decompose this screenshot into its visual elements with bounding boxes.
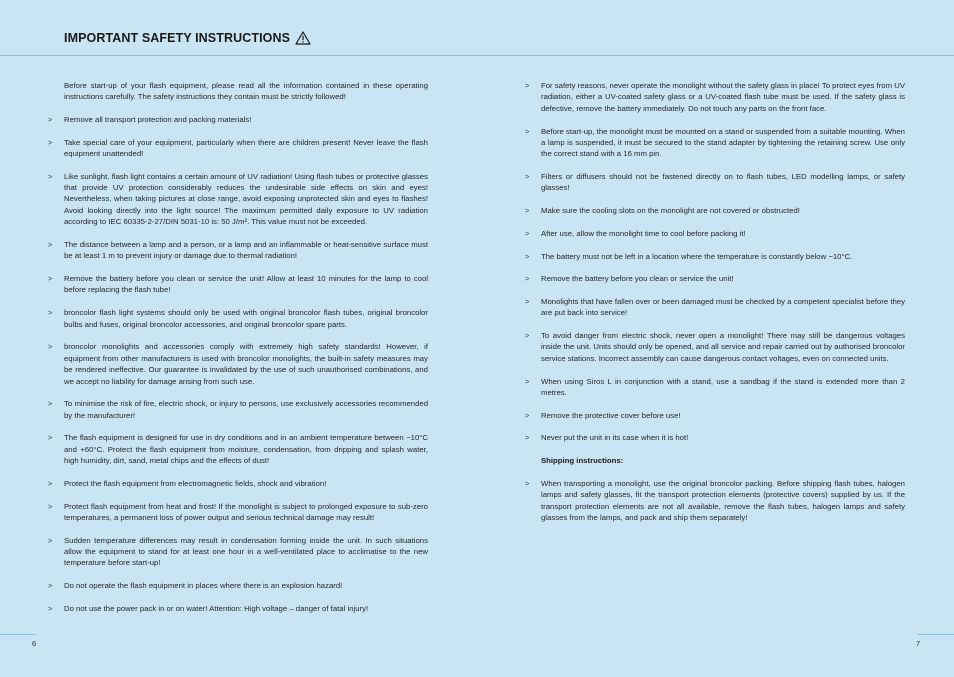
right-safety-list [525,80,905,444]
safety-item-text: Do not use the power pack in or on water! Attention: High voltage – danger of fatal injury! [64,603,369,613]
safety-item [48,307,428,330]
safety-item-text: Monolights that have fallen over or been damaged must be checked by a competent specialist before they are put back into service! [541,296,905,318]
safety-item [525,410,905,421]
bullet-marker: > [525,296,530,306]
safety-item [48,603,428,614]
safety-item-text: Do not operate the flash equipment in places where there is an explosion hazard! [64,581,343,591]
header-rule [0,55,954,56]
shipping-heading: Shipping instructions: [541,456,624,466]
safety-item-text: Take special care of your equipment, particularly when there are children present! Never leave the flash equipment unattended! [64,137,428,158]
bullet-marker: > [525,126,530,136]
bullet-marker: > [48,239,53,249]
safety-item-text: When using Siros L in conjunction with a stand, use a sandbag if the stand is extended more than 2 metres. [541,376,905,397]
bullet-marker: > [525,478,530,488]
safety-item [525,478,905,524]
page-title-text: IMPORTANT SAFETY INSTRUCTIONS [64,31,291,45]
bullet-marker: > [48,399,53,409]
warning-triangle-icon [295,31,311,45]
safety-item [48,535,428,569]
safety-item [48,580,428,591]
safety-item-text: The flash equipment is designed for use in dry conditions and in an ambient temperature between −10°C and +60°C. Protect the flash equipment from moisture, condensation, from dripping and splash water, high humidity, dirt, sand, metal chips and the effects of dust! [64,433,428,466]
bullet-marker: > [525,410,530,420]
safety-item [525,80,905,114]
safety-item-text: Like sunlight, flash light contains a certain amount of UV radiation! Using flash tubes or protective glasses that provide UV protection considerably reduces the undesirable side effects on skin and eyes! Nevertheless, when taking pictures at close range, avoid exposing unprotected skin and eyes to flashes! Avoid looking directly into the light source! The maximum permitted daily exposure to UV radiation according to IEC 60335-2-27/DIN 5031-10 is: 50 J/m². This value must not be exceeded. [64,171,428,227]
safety-item [525,376,905,399]
bullet-marker: > [48,581,53,591]
intro-paragraph: Before start-up of your flash equipment, please read all the information contained in these operating instructions carefully. The safety instructions they contain must be strictly followed! [64,81,428,102]
safety-item-text: Sudden temperature differences may result in condensation forming inside the unit. In such situations allow the equipment to stand for at least one hour in a well-ventilated place to acclimatise to the new temperature before start-up! [64,535,428,568]
bullet-marker: > [48,114,53,124]
bullet-marker: > [48,308,53,318]
safety-item [48,171,428,228]
page-title [64,31,311,45]
safety-item [525,205,905,216]
safety-item-text: The distance between a lamp and a person, or a lamp and an inflammable or heat-sensitive surface must be at least 1 m to prevent injury or damage due to thermal radiation! [64,239,428,261]
safety-item [525,273,905,284]
bullet-marker: > [48,478,53,488]
safety-item-text: For safety reasons, never operate the monolight without the safety glass in place! To protect eyes from UV radiation, either a UV-coated safety glass or a UV-coated flash tube must be used. If the safety glass is defective, remove the battery immediately. Do not touch any parts on the front face. [541,81,905,113]
safety-item-text: Remove the protective cover before use! [541,410,681,420]
safety-item [48,341,428,387]
footer-rule-left [0,634,36,635]
safety-item-text: Never put the unit in its case when it is hot! [541,433,689,443]
safety-item-text: Protect the flash equipment from electromagnetic fields, shock and vibration! [64,478,327,488]
safety-item-text: When transporting a monolight, use the original broncolor packing. Before shipping flash tubes, halogen lamps and safety glasses, fit the transport protection elements (protective covers) supplied by us. If the transport protection elements are not all available, remove the flash tubes, halogen lamps and safety glasses from the lamps, and pack and ship them separately! [541,478,905,523]
safety-item [525,228,905,239]
safety-item [48,501,428,524]
safety-item-text: The battery must not be left in a location where the temperature is constantly below −10°C. [541,251,853,261]
right-column [525,80,905,535]
bullet-marker: > [48,433,53,443]
safety-item [48,114,428,125]
bullet-marker: > [48,342,53,352]
safety-item [525,126,905,160]
footer-rule-right [918,634,954,635]
safety-item-text: Remove all transport protection and packing materials! [64,114,252,124]
safety-item-text: To avoid danger from electric shock, never open a monolight! There may still be dangerous voltages inside the unit. Units should only be opened, and all service and repair carried out by authorised broncolor service stations. Incorrect assembly can cause dangerous contact voltages, even on connected units. [541,331,905,363]
bullet-marker: > [525,206,530,216]
safety-item-text: After use, allow the monolight time to cool before packing it! [541,228,746,238]
safety-item-text: broncolor monolights and accessories comply with extremely high safety standards! However, if equipment from other manufacturers is used with broncolor monolights, the built-in safety measures may be rendered ineffective. Our guarantee is invalidated by the use of such unauthorised combinations, and we accept no liability for damage arising from such use. [64,342,428,386]
bullet-marker: > [48,603,53,613]
safety-item-text: Remove the battery before you clean or service the unit! [541,274,734,284]
bullet-marker: > [48,535,53,545]
safety-item [48,239,428,262]
bullet-marker: > [48,274,53,284]
bullet-marker: > [525,274,530,284]
left-column [48,80,428,626]
bullet-marker: > [525,81,530,90]
safety-item [48,137,428,160]
safety-item [525,251,905,262]
bullet-marker: > [525,172,530,182]
shipping-list [525,478,905,524]
safety-item [48,432,428,466]
page-number-right: 7 [916,639,921,648]
safety-item [525,330,905,364]
safety-item [525,296,905,319]
bullet-marker: > [525,433,530,443]
safety-item-text: Make sure the cooling slots on the monolight are not covered or obstructed! [541,206,800,216]
left-safety-list [48,114,428,614]
safety-item-text: To minimise the risk of fire, electric shock, or injury to persons, use exclusively accessories recommended by the manufacturer! [64,399,428,420]
bullet-marker: > [525,228,530,238]
safety-item [525,432,905,443]
bullet-marker: > [48,137,53,147]
bullet-marker: > [525,251,530,261]
bullet-marker: > [525,376,530,386]
safety-item-text: broncolor flash light systems should only be used with original broncolor flash tubes, original broncolor bulbs and fuses, original broncolor accessories, and original broncolor spare parts. [64,308,428,329]
safety-item [48,478,428,489]
bullet-marker: > [48,501,53,511]
safety-item-text: Filters or diffusers should not be fastened directly on to flash tubes, LED modelling lamps, or safety glasses! [541,172,905,193]
bullet-marker: > [48,171,53,181]
safety-item-text: Protect flash equipment from heat and frost! If the monolight is subject to prolonged exposure to sub-zero temperatures, a permanent loss of power output and serious technical damage may result! [64,501,428,522]
safety-item [48,398,428,421]
page-number-left: 6 [32,639,37,648]
bullet-marker: > [525,331,530,341]
safety-item [525,171,905,194]
safety-item [48,273,428,296]
safety-item-text: Remove the battery before you clean or service the unit! Allow at least 10 minutes for the lamp to cool before replacing the flash tube! [64,274,428,295]
safety-item-text: Before start-up, the monolight must be mounted on a stand or suspended from a suitable mounting. When a lamp is suspended, it must be secured to the stand adapter by tightening the retaining screw. Use only the correct stand with a 16 mm pin. [541,126,905,159]
